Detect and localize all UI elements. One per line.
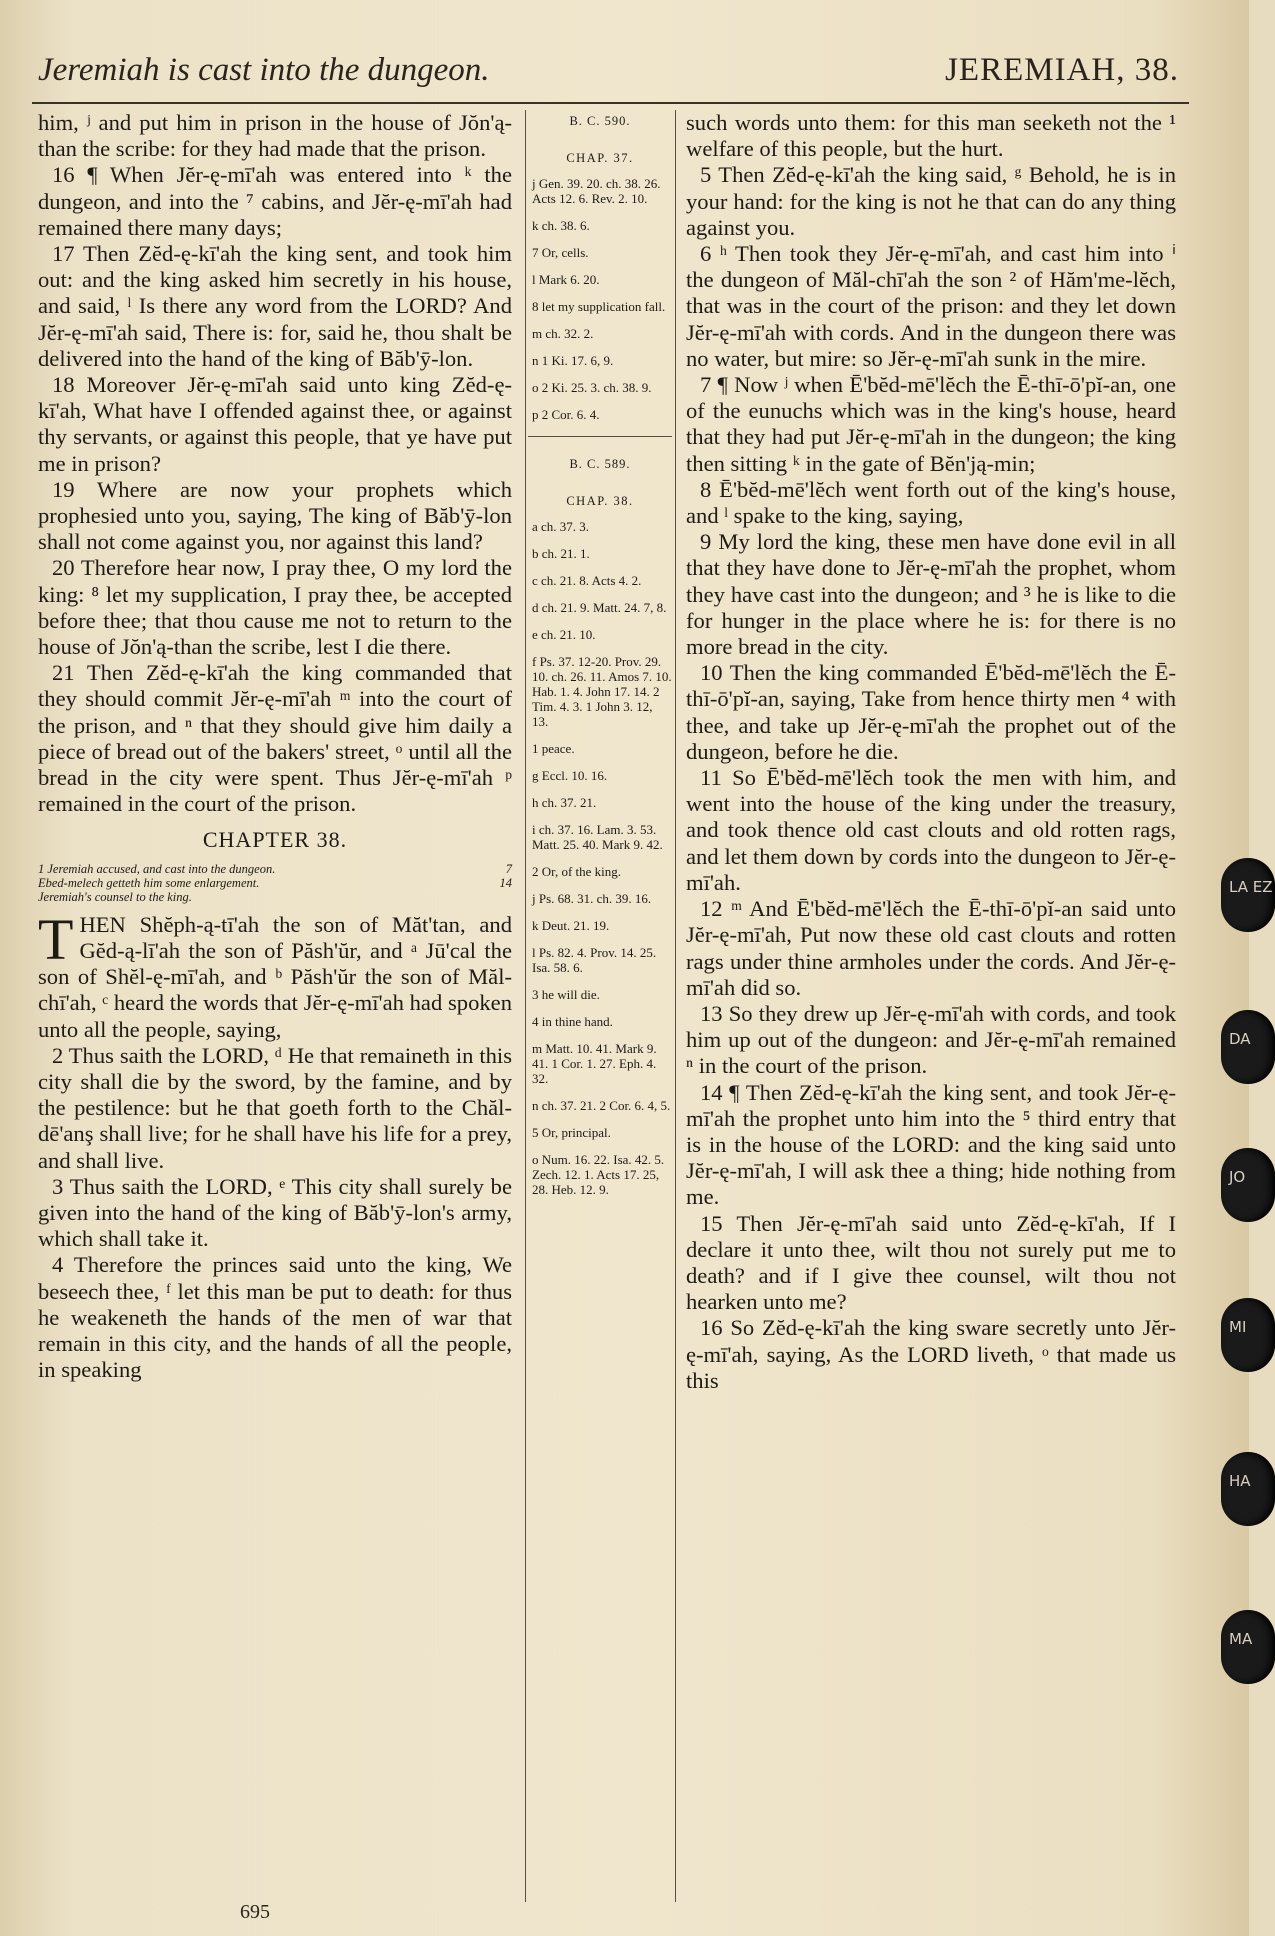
cross-ref: 7 Or, cells.: [532, 245, 589, 260]
cross-ref: h ch. 37. 21.: [532, 795, 597, 810]
verse: 3 Thus saith the LORD, ᵉ This city shall surely be given into the hand of the king of Băb'ȳ-lon's army, which shall take it.: [38, 1173, 512, 1252]
cross-ref: c ch. 21. 8. Acts 4. 2.: [532, 573, 642, 588]
drop-cap: T: [38, 906, 74, 972]
verse: 5 Then Zĕd-ę-kī'ah the king said, ᵍ Behold, he is in your hand: for the king is not he that can do any thing against you.: [686, 162, 1176, 240]
verse: 17 Then Zĕd-ę-kī'ah the king sent, and took him out: and the king asked him secretly in his house, and said, ˡ Is there any word from the LORD? And Jĕr-ę-mī'ah said, There is: for, said he, thou shalt be delivered into the hand of the king of Băb'ȳ-lon.: [38, 241, 512, 371]
left-text-column: [38, 110, 512, 1383]
summary-line: Jeremiah's counsel to the king.: [38, 889, 192, 904]
cross-ref: k Deut. 21. 19.: [532, 918, 610, 933]
verse: 12 ᵐ And Ē'bĕd-mē'lĕch the Ē-thī-ō'pĭ-an said unto Jĕr-ę-mī'ah, Put now these old cast clouts and rotten rags under thine armholes under the cords. And Jĕr-ę-mī'ah did so.: [686, 896, 1176, 1000]
cross-ref: o 2 Ki. 25. 3. ch. 38. 9.: [532, 380, 652, 395]
ref-chapter-label: CHAP. 37.: [566, 151, 634, 165]
cross-ref: d ch. 21. 9. Matt. 24. 7, 8.: [532, 600, 667, 615]
cross-ref: m ch. 32. 2.: [532, 326, 594, 341]
cross-ref: 4 in thine hand.: [532, 1014, 613, 1029]
verse: 7 ¶ Now ʲ when Ē'bĕd-mē'lĕch the Ē-thī-ō'pĭ-an, one of the eunuchs which was in the king's house, heard that they had put Jĕr-ę-mī'ah in the dungeon; the king then sitting ᵏ in the gate of Bĕn'ją-min;: [686, 372, 1176, 476]
thumb-index-tab[interactable]: LA EZ: [1221, 858, 1275, 932]
cross-ref: a ch. 37. 3.: [532, 519, 590, 534]
thumb-index-tab[interactable]: MI: [1221, 1298, 1275, 1372]
header-rule: [32, 102, 1189, 104]
thumb-index-tab[interactable]: HA: [1221, 1452, 1275, 1526]
verse: 13 So they drew up Jĕr-ę-mī'ah with cords, and took him up out of the dungeon: and Jĕr-ę-mī'ah remained ⁿ in the court of the prison.: [686, 1000, 1176, 1079]
right-text-column: [686, 110, 1176, 1394]
cross-ref: j Ps. 68. 31. ch. 39. 16.: [532, 891, 652, 906]
summary-verse-num: 14: [499, 875, 512, 890]
cross-ref: l Mark 6. 20.: [532, 272, 600, 287]
verse: 16 So Zĕd-ę-kī'ah the king sware secretly unto Jĕr-ę-mī'ah, saying, As the LORD liveth, ᵒ that made us this: [686, 1315, 1176, 1393]
thumb-index-tab[interactable]: MA: [1221, 1610, 1275, 1684]
cross-ref: l Ps. 82. 4. Prov. 14. 25. Isa. 58. 6.: [532, 945, 657, 975]
verse: 19 Where are now your prophets which prophesied unto you, saying, The king of Băb'ȳ-lon shall not come against you, nor against this land?: [38, 476, 512, 555]
thumb-index-tab[interactable]: DA: [1221, 1010, 1275, 1084]
cross-ref: m Matt. 10. 41. Mark 9. 41. 1 Cor. 1. 27. Eph. 4. 32.: [532, 1041, 657, 1086]
cross-ref: 2 Or, of the king.: [532, 864, 622, 879]
column-divider: [675, 110, 676, 1902]
chapter-summary: [38, 862, 512, 904]
summary-line: 1 Jeremiah accused, and cast into the dungeon.: [38, 861, 276, 876]
verse: 21 Then Zĕd-ę-kī'ah the king commanded that they should commit Jĕr-ę-mī'ah ᵐ into the court of the prison, and ⁿ that they should give him daily a piece of bread out of the bakers' street, ᵒ until all the bread in the city were spent. Thus Jĕr-ę-mī'ah ᵖ remained in the court of the prison.: [38, 660, 512, 817]
cross-ref: o Num. 16. 22. Isa. 42. 5. Zech. 12. 1. Acts 17. 25, 28. Heb. 12. 9.: [532, 1152, 665, 1197]
verse-1-text: HEN Shĕph-ą-tī'ah the son of Măt'tan, and Gĕd-ą-lī'ah the son of Păsh'ŭr, and ᵃ Jū'cal the son of Shĕl-ę-mī'ah, and ᵇ Păsh'ŭr the son of Măl-chī'ah, ᶜ heard the words that Jĕr-ę-mī'ah had spoken unto all the people, saying,: [38, 911, 512, 1042]
verse: 2 Thus saith the LORD, ᵈ He that remaineth in this city shall die by the sword, by the famine, and by the pestilence: but he that goeth forth to the Chăl-dē'anş shall live; for he shall have his life for a prey, and shall live.: [38, 1042, 512, 1173]
cross-reference-column: [528, 112, 672, 1209]
ref-separator: [528, 436, 672, 437]
verse: him, ʲ and put him in prison in the house of Jŏn'ą-than the scribe: for they had made that the prison.: [38, 110, 512, 162]
cross-ref: i ch. 37. 16. Lam. 3. 53. Matt. 25. 40. Mark 9. 42.: [532, 822, 663, 852]
verse: 4 Therefore the princes said unto the king, We beseech thee, ᶠ let this man be put to death: for thus he weakeneth the hands of the men of war that remain in this city, and the hands of all the people, in speaking: [38, 1252, 512, 1383]
cross-ref: b ch. 21. 1.: [532, 546, 590, 561]
book-chapter-heading: JEREMIAH, 38.: [945, 52, 1179, 88]
verse: 15 Then Jĕr-ę-mī'ah said unto Zĕd-ę-kī'ah, If I declare it unto thee, wilt thou not surely put me to death? and if I give thee counsel, wilt thou not hearken unto me?: [686, 1210, 1176, 1315]
cross-ref: e ch. 21. 10.: [532, 627, 596, 642]
cross-ref: g Eccl. 10. 16.: [532, 768, 608, 783]
page-number: 695: [240, 1901, 270, 1923]
cross-ref: 3 he will die.: [532, 987, 600, 1002]
running-title: Jeremiah is cast into the dungeon.: [38, 52, 490, 88]
thumb-index-tab[interactable]: JO: [1221, 1148, 1275, 1222]
verse: such words unto them: for this man seeketh not the ¹ welfare of this people, but the hurt.: [686, 110, 1176, 162]
date-marker: B. C. 590.: [569, 114, 631, 128]
cross-ref: n 1 Ki. 17. 6, 9.: [532, 353, 614, 368]
column-divider: [525, 110, 526, 1902]
date-marker: B. C. 589.: [569, 457, 631, 471]
cross-ref: 5 Or, principal.: [532, 1125, 611, 1140]
verse: 10 Then the king commanded Ē'bĕd-mē'lĕch the Ē-thī-ō'pĭ-an, saying, Take from hence thirty men ⁴ with thee, and take up Jĕr-ę-mī'ah the prophet out of the dungeon, before he die.: [686, 660, 1176, 764]
verse: 6 ʰ Then took they Jĕr-ę-mī'ah, and cast him into ⁱ the dungeon of Măl-chī'ah the son ² of Hăm'me-lĕch, that was in the court of the prison: and they let down Jĕr-ę-mī'ah with cords. And in the dungeon there was no water, but mire: so Jĕr-ę-mī'ah sunk in the mire.: [686, 241, 1176, 371]
verse: 14 ¶ Then Zĕd-ę-kī'ah the king sent, and took Jĕr-ę-mī'ah the prophet unto him into the ⁵ third entry that is in the house of the LORD: and the king said unto Jĕr-ę-mī'ah, I will ask thee a thing; hide nothing from me.: [686, 1079, 1176, 1210]
verse: 8 Ē'bĕd-mē'lĕch went forth out of the king's house, and ˡ spake to the king, saying,: [686, 476, 1176, 529]
verse: 20 Therefore hear now, I pray thee, O my lord the king: ⁸ let my supplication, I pray thee, be accepted before thee; that thou cause me not to return to the house of Jŏn'ą-than the scribe, lest I die there.: [38, 555, 512, 660]
cross-ref: k ch. 38. 6.: [532, 218, 590, 233]
cross-ref: j Gen. 39. 20. ch. 38. 26. Acts 12. 6. Rev. 2. 10.: [532, 176, 661, 206]
chapter-heading: CHAPTER 38.: [202, 827, 348, 853]
cross-ref: f Ps. 37. 12-20. Prov. 29. 10. ch. 26. 11. Amos 7. 10. Hab. 1. 4. John 17. 14. 2 Tim. 4. 3. 1 John 3. 12, 13.: [532, 654, 672, 729]
verse: 9 My lord the king, these men have done evil in all that they have done to Jĕr-ę-mī'ah the prophet, whom they have cast into the dungeon; and ³ he is like to die for hunger in the place where he is: for there is no more bread in the city.: [686, 529, 1176, 660]
summary-verse-num: 7: [505, 861, 512, 876]
verse: 16 ¶ When Jĕr-ę-mī'ah was entered into ᵏ the dungeon, and into the ⁷ cabins, and Jĕr-ę-mī'ah had remained there many days;: [38, 162, 512, 240]
verse: 18 Moreover Jĕr-ę-mī'ah said unto king Zĕd-ę-kī'ah, What have I offended against thee, or against thy servants, or against this people, that ye have put me in prison?: [38, 372, 512, 476]
ref-chapter-label: CHAP. 38.: [566, 494, 634, 508]
verse-1: [38, 906, 512, 1043]
cross-ref: p 2 Cor. 6. 4.: [532, 407, 600, 422]
verse: 11 So Ē'bĕd-mē'lĕch took the men with him, and went into the house of the king under the treasury, and took thence old cast clouts and old rotten rags, and let them down by cords into the dungeon to Jĕr-ę-mī'ah.: [686, 765, 1176, 895]
summary-line: Ebed-melech getteth him some enlargement.: [38, 875, 260, 890]
cross-ref: 1 peace.: [532, 741, 575, 756]
cross-ref: n ch. 37. 21. 2 Cor. 6. 4, 5.: [532, 1098, 671, 1113]
cross-ref: 8 let my supplication fall.: [532, 299, 666, 314]
